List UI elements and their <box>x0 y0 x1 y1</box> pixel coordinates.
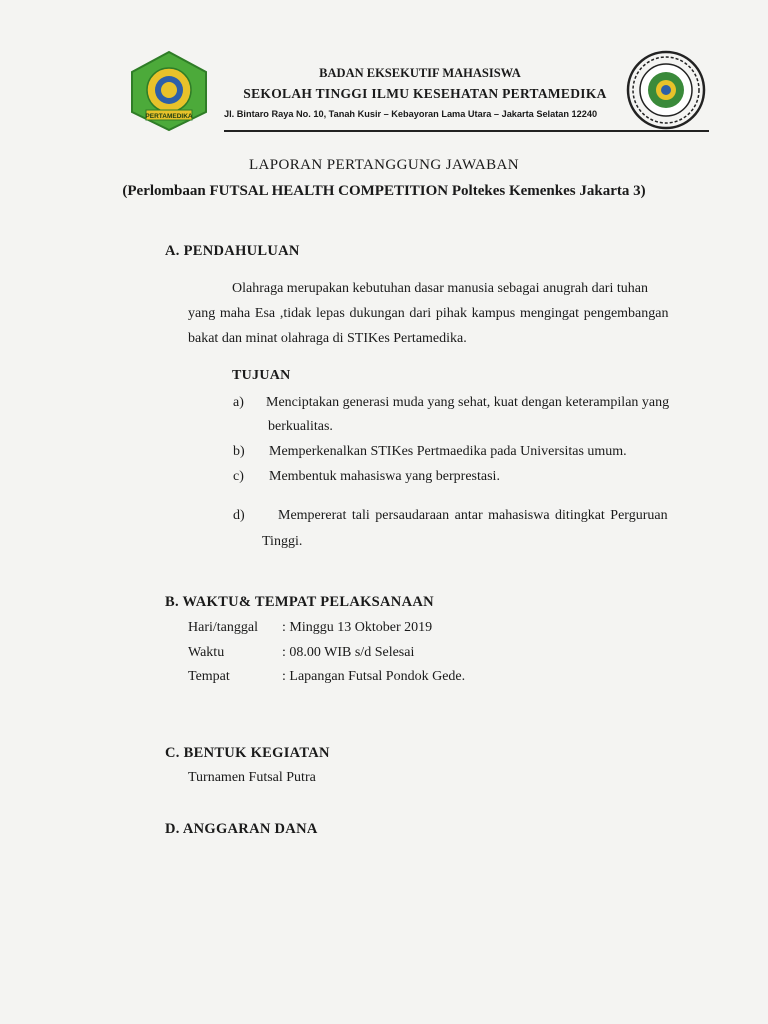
list-item: Memperkenalkan STIKes Pertmaedika pada Universitas umum. <box>269 444 627 459</box>
list-item-continuation: Tinggi. <box>262 534 303 549</box>
schedule-label: Waktu <box>188 645 225 660</box>
schedule-label: Tempat <box>188 669 230 684</box>
left-logo-banner: PERTAMEDIKA <box>145 113 193 120</box>
list-marker: c) <box>233 469 244 484</box>
section-a-paragraph-line <box>232 281 713 297</box>
activity-type: Turnamen Futsal Putra <box>188 770 316 785</box>
list-item: Membentuk mahasiswa yang berprestasi. <box>269 469 500 484</box>
section-d-heading: D. ANGGARAN DANA <box>165 821 318 837</box>
section-a-heading: A. PENDAHULUAN <box>165 243 300 259</box>
letterhead-address: Jl. Bintaro Raya No. 10, Tanah Kusir – Kebayoran Lama Utara – Jakarta Selatan 12240 <box>224 109 598 119</box>
list-marker: d) <box>233 508 245 523</box>
list-marker: b) <box>233 444 245 459</box>
tujuan-heading: TUJUAN <box>232 368 291 383</box>
section-c-heading: C. BENTUK KEGIATAN <box>165 745 330 761</box>
stikes-pertamedika-logo <box>128 50 210 132</box>
schedule-value: : 08.00 WIB s/d Selesai <box>282 645 415 660</box>
bem-seal-logo <box>626 50 706 130</box>
letterhead-organization: BADAN EKSEKUTIF MAHASISWA <box>319 66 521 80</box>
schedule-value: : Minggu 13 Oktober 2019 <box>282 620 433 635</box>
list-marker: a) <box>233 395 244 410</box>
list-item: Mempererat tali persaudaraan antar mahasiswa ditingkat Perguruan <box>278 508 668 523</box>
paragraph-text: Olahraga merupakan kebutuhan dasar manusia sebagai anugrah dari tuhan <box>232 281 648 296</box>
report-subtitle: (Perlombaan FUTSAL HEALTH COMPETITION Poltekes Kemenkes Jakarta 3) <box>122 183 646 199</box>
report-title: LAPORAN PERTANGGUNG JAWABAN <box>248 157 519 173</box>
letterhead-divider <box>224 130 709 132</box>
section-a-paragraph-line: yang maha Esa ,tidak lepas dukungan dari pihak kampus mengingat pengembangan <box>188 306 669 321</box>
schedule-label: Hari/tanggal <box>188 620 258 635</box>
section-a-paragraph-line: bakat dan minat olahraga di STIKes Pertamedika. <box>188 331 467 346</box>
list-item: Menciptakan generasi muda yang sehat, kuat dengan keterampilan yang <box>266 395 670 410</box>
list-item-continuation: berkualitas. <box>268 419 333 434</box>
schedule-value: : Lapangan Futsal Pondok Gede. <box>282 669 466 684</box>
letterhead-institution: SEKOLAH TINGGI ILMU KESEHATAN PERTAMEDIKA <box>243 86 607 101</box>
section-b-heading: B. WAKTU& TEMPAT PELAKSANAAN <box>165 594 434 610</box>
